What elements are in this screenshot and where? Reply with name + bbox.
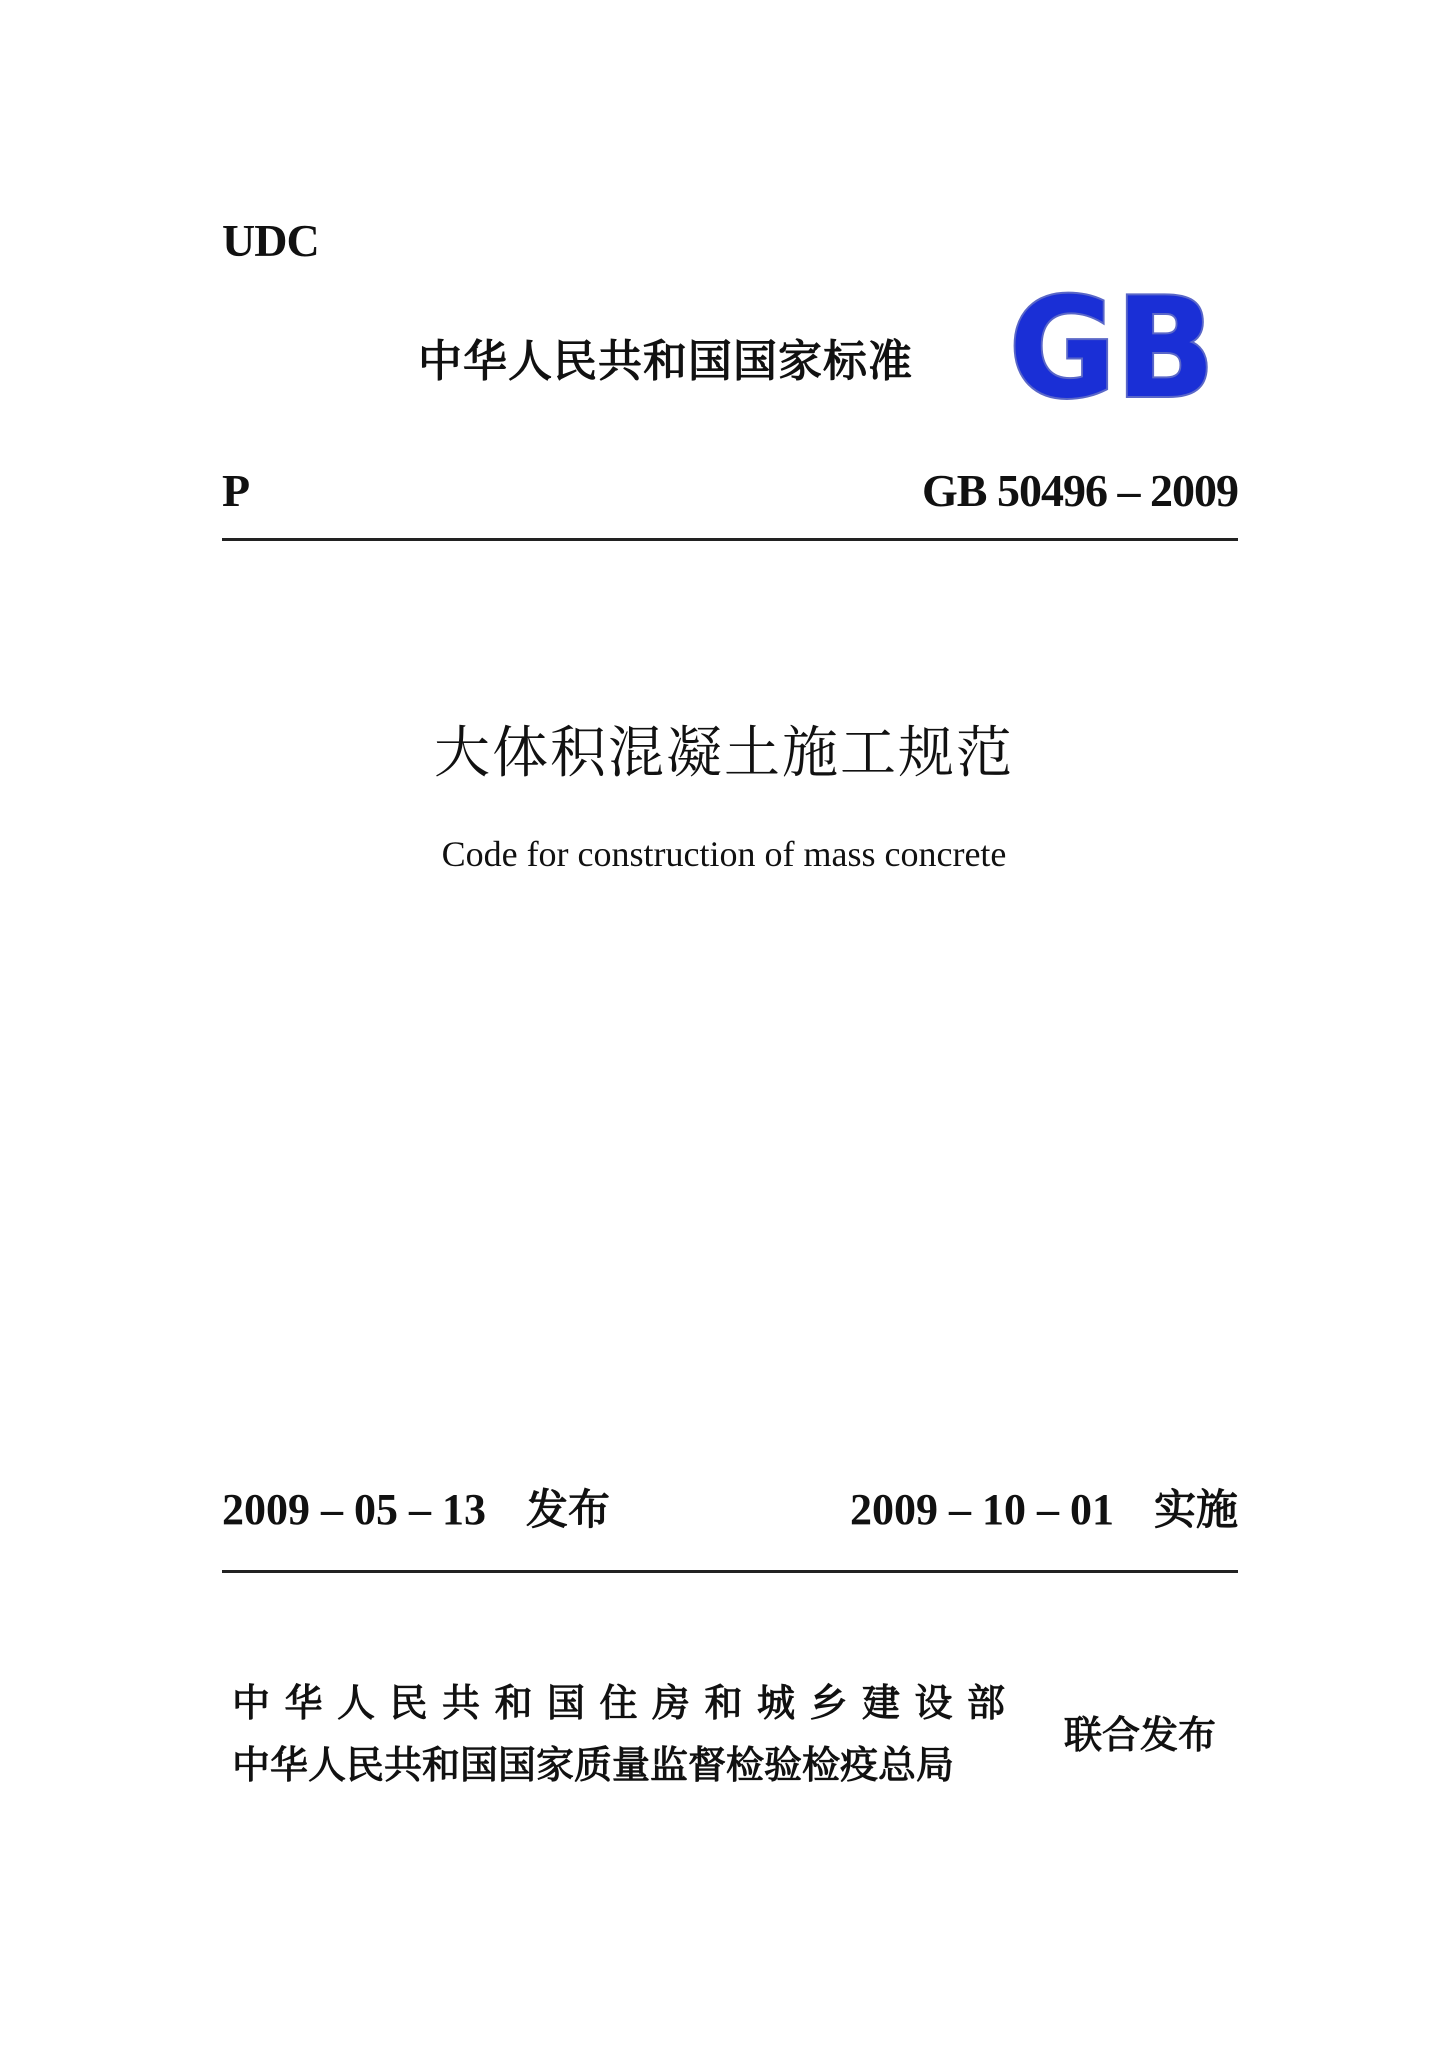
joint-issue-label: 联合发布 — [1064, 1713, 1217, 1757]
title-chinese: 大体积混凝土施工规范 — [434, 721, 1014, 786]
implement-date-row — [849, 1485, 1238, 1534]
standard-type-heading: 中华人民共和国国家标准 — [418, 336, 913, 387]
gb-logo-text: GB — [1009, 288, 1215, 408]
issuer-ministry: 中华人民共和国住房和城乡建设部 — [232, 1681, 1020, 1725]
implement-label: 实施 — [1153, 1485, 1238, 1534]
issue-date-row — [222, 1485, 611, 1534]
standard-number: GB 50496 – 2009 — [922, 465, 1238, 516]
footer-divider — [222, 1570, 1238, 1573]
classification-code: P — [222, 465, 251, 516]
header-divider — [222, 538, 1238, 541]
title-english: Code for construction of mass concrete — [441, 834, 1007, 874]
udc-label: UDC — [222, 215, 319, 266]
issue-label: 发布 — [526, 1485, 611, 1534]
implement-date: 2009 – 10 – 01 — [849, 1485, 1114, 1534]
issue-date: 2009 – 05 – 13 — [222, 1485, 486, 1534]
gb-logo — [1004, 288, 1220, 408]
issuer-aqsiq: 中华人民共和国国家质量监督检验检疫总局 — [232, 1743, 955, 1787]
